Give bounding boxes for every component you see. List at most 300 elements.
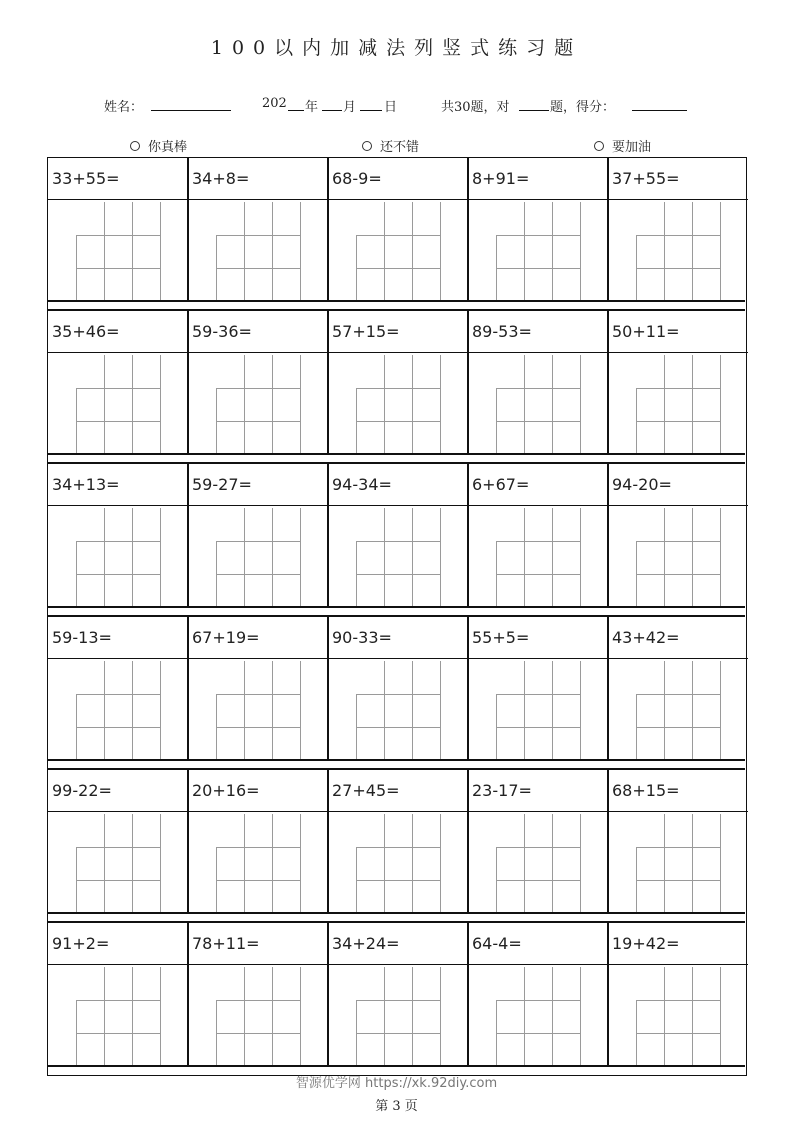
grid-line [272, 202, 273, 301]
day-blank[interactable] [360, 96, 382, 111]
column-divider [607, 311, 609, 453]
answer-box[interactable] [356, 355, 440, 454]
grid-line [524, 814, 525, 913]
problem-text: 33+55= [48, 158, 188, 200]
grid-line [76, 388, 160, 389]
column-divider [327, 770, 329, 912]
problem-cell [48, 770, 188, 912]
answer-box[interactable] [496, 508, 580, 607]
grid-line [216, 574, 300, 575]
problem-cell [188, 158, 328, 300]
grid-line [552, 814, 553, 913]
grid-line [76, 694, 160, 695]
grid-line [356, 541, 440, 542]
problem-cell [468, 311, 608, 453]
answer-box[interactable] [496, 355, 580, 454]
grid-line [412, 661, 413, 760]
grid-line [636, 421, 720, 422]
grid-line [216, 1033, 300, 1034]
problem-cell [468, 464, 608, 606]
grid-line [216, 235, 300, 236]
grid-line [216, 694, 300, 695]
problem-cell [188, 770, 328, 912]
row-divider [48, 912, 745, 914]
month-label: 月 [343, 100, 357, 115]
row-divider [48, 300, 745, 302]
radio-circle-icon [362, 141, 372, 151]
grid-line [272, 661, 273, 760]
grid-line [104, 355, 105, 454]
column-divider [187, 617, 189, 759]
grid-line [356, 694, 440, 695]
grid-line [104, 508, 105, 607]
problem-text: 94-34= [328, 464, 468, 506]
grid-line [356, 268, 440, 269]
grid-line [76, 1000, 160, 1001]
grid-line [132, 967, 133, 1066]
grid-line [496, 421, 580, 422]
grid-line [300, 814, 301, 913]
column-divider [187, 464, 189, 606]
radio-circle-icon [130, 141, 140, 151]
problem-text: 57+15= [328, 311, 468, 353]
score-blank[interactable] [632, 96, 687, 111]
grid-line [356, 847, 440, 848]
grid-line [664, 355, 665, 454]
grid-line [300, 355, 301, 454]
grid-line [384, 355, 385, 454]
grid-line [440, 967, 441, 1066]
grid-line [384, 661, 385, 760]
grid-line [440, 202, 441, 301]
grid-line [524, 967, 525, 1066]
grid-line [160, 661, 161, 760]
grid-line [580, 967, 581, 1066]
name-blank[interactable] [151, 96, 231, 111]
grid-line [636, 574, 720, 575]
grid-line [636, 1033, 720, 1034]
answer-box[interactable] [76, 967, 160, 1066]
answer-box[interactable] [356, 814, 440, 913]
grid-line [412, 814, 413, 913]
worksheet-title: 100以内加减法列竖式练习题 [210, 37, 583, 59]
grid-line [132, 661, 133, 760]
problem-cell [608, 923, 748, 1065]
grid-line [216, 847, 300, 848]
problem-cell [328, 923, 468, 1065]
grid-line [496, 388, 580, 389]
grid-line [720, 202, 721, 301]
answer-box[interactable] [356, 967, 440, 1066]
year-blank[interactable] [288, 96, 304, 111]
grid-line [216, 1000, 300, 1001]
problem-cell [468, 923, 608, 1065]
problem-cell [328, 617, 468, 759]
row-divider [48, 606, 745, 608]
grid-line [552, 355, 553, 454]
grid-line [244, 202, 245, 301]
problem-text: 99-22= [48, 770, 188, 812]
rating-label: 还不错 [380, 140, 420, 155]
grid-line [692, 202, 693, 301]
grid-line [76, 880, 160, 881]
problem-text: 34+8= [188, 158, 328, 200]
problem-cell [188, 923, 328, 1065]
problem-cell [48, 464, 188, 606]
grid-line [692, 508, 693, 607]
grid-line [440, 508, 441, 607]
problem-text: 78+11= [188, 923, 328, 965]
row-divider [48, 759, 745, 761]
problem-text: 91+2= [48, 923, 188, 965]
grid-line [76, 268, 160, 269]
radio-circle-icon [594, 141, 604, 151]
grid-line [132, 814, 133, 913]
grid-line [216, 727, 300, 728]
day-label: 日 [384, 100, 398, 115]
problem-text: 27+45= [328, 770, 468, 812]
grid-line [216, 268, 300, 269]
grid-line [636, 235, 720, 236]
grid-line [272, 814, 273, 913]
grid-line [440, 355, 441, 454]
problem-text: 34+24= [328, 923, 468, 965]
problem-cell [468, 617, 608, 759]
problem-text: 90-33= [328, 617, 468, 659]
column-divider [327, 464, 329, 606]
grid-line [412, 508, 413, 607]
answer-box[interactable] [216, 202, 300, 301]
grid-line [76, 235, 160, 236]
grid-line [384, 508, 385, 607]
grid-line [76, 421, 160, 422]
problem-cell [608, 158, 748, 300]
column-divider [327, 311, 329, 453]
grid-line [356, 1000, 440, 1001]
grid-line [76, 541, 160, 542]
answer-box[interactable] [636, 967, 720, 1066]
grid-line [692, 661, 693, 760]
grid-line [524, 202, 525, 301]
problem-text: 89-53= [468, 311, 608, 353]
problem-row [48, 464, 745, 606]
problem-text: 8+91= [468, 158, 608, 200]
grid-line [104, 661, 105, 760]
rating-label: 你真棒 [148, 140, 188, 155]
grid-line [384, 202, 385, 301]
grid-line [104, 202, 105, 301]
grid-line [244, 967, 245, 1066]
answer-box[interactable] [496, 967, 580, 1066]
rating-option-2[interactable] [362, 136, 419, 155]
year-label: 年 [305, 100, 319, 115]
grid-line [580, 355, 581, 454]
score-label: 题，得分： [550, 100, 616, 115]
problem-cell [48, 158, 188, 300]
grid-line [104, 814, 105, 913]
grid-line [300, 202, 301, 301]
grid-line [496, 1000, 580, 1001]
grid-line [412, 355, 413, 454]
problem-cell [328, 158, 468, 300]
grid-line [496, 880, 580, 881]
problem-cell [608, 770, 748, 912]
problem-cell [468, 770, 608, 912]
problem-text: 64-4= [468, 923, 608, 965]
rating-label: 要加油 [612, 140, 652, 155]
problem-row [48, 158, 745, 300]
row-divider [48, 453, 745, 455]
answer-box[interactable] [216, 661, 300, 760]
grid-line [132, 355, 133, 454]
answer-box[interactable] [76, 202, 160, 301]
grid-line [720, 661, 721, 760]
footer-site: 智源优学网 https://xk.92diy.com [295, 1076, 498, 1091]
answer-box[interactable] [216, 967, 300, 1066]
problem-cell [608, 311, 748, 453]
problem-text: 67+19= [188, 617, 328, 659]
grid-line [412, 202, 413, 301]
grid-line [720, 967, 721, 1066]
grid-line [300, 508, 301, 607]
problem-text: 19+42= [608, 923, 748, 965]
grid-line [76, 847, 160, 848]
grid-line [524, 508, 525, 607]
grid-line [76, 1033, 160, 1034]
grid-line [636, 727, 720, 728]
answer-box[interactable] [216, 814, 300, 913]
grid-line [496, 727, 580, 728]
grid-line [384, 967, 385, 1066]
name-label: 姓名： [104, 100, 144, 115]
grid-line [496, 574, 580, 575]
problem-text: 35+46= [48, 311, 188, 353]
column-divider [607, 158, 609, 300]
column-divider [607, 464, 609, 606]
problem-cell [328, 770, 468, 912]
answer-box[interactable] [356, 202, 440, 301]
grid-line [412, 967, 413, 1066]
column-divider [607, 923, 609, 1065]
column-divider [607, 617, 609, 759]
problem-row [48, 617, 745, 759]
problem-text: 37+55= [608, 158, 748, 200]
problem-sheet [47, 157, 747, 1076]
grid-line [636, 880, 720, 881]
grid-line [356, 574, 440, 575]
grid-line [300, 661, 301, 760]
problem-text: 59-36= [188, 311, 328, 353]
column-divider [467, 158, 469, 300]
column-divider [467, 770, 469, 912]
problem-text: 50+11= [608, 311, 748, 353]
column-divider [467, 617, 469, 759]
problem-text: 55+5= [468, 617, 608, 659]
grid-line [356, 727, 440, 728]
grid-line [76, 727, 160, 728]
answer-box[interactable] [216, 508, 300, 607]
column-divider [467, 464, 469, 606]
grid-line [300, 967, 301, 1066]
correct-blank[interactable] [519, 96, 549, 111]
year-prefix: 202 [262, 96, 287, 111]
grid-line [580, 508, 581, 607]
grid-line [636, 1000, 720, 1001]
problem-cell [188, 311, 328, 453]
grid-line [216, 541, 300, 542]
rating-option-3[interactable] [594, 136, 651, 155]
problem-text: 59-13= [48, 617, 188, 659]
problem-cell [468, 158, 608, 300]
problem-row [48, 770, 745, 912]
problem-cell [188, 617, 328, 759]
grid-line [356, 1033, 440, 1034]
answer-box[interactable] [636, 202, 720, 301]
total-label: 共30题，对 [441, 100, 510, 115]
grid-line [496, 268, 580, 269]
grid-line [104, 967, 105, 1066]
problem-row [48, 923, 745, 1065]
grid-line [76, 574, 160, 575]
grid-line [496, 847, 580, 848]
grid-line [552, 202, 553, 301]
answer-box[interactable] [76, 814, 160, 913]
grid-line [636, 388, 720, 389]
column-divider [607, 770, 609, 912]
grid-line [580, 814, 581, 913]
grid-line [720, 508, 721, 607]
column-divider [187, 158, 189, 300]
grid-line [356, 421, 440, 422]
answer-box[interactable] [496, 661, 580, 760]
grid-line [132, 202, 133, 301]
grid-line [160, 967, 161, 1066]
column-divider [327, 158, 329, 300]
grid-line [664, 814, 665, 913]
grid-line [244, 508, 245, 607]
column-divider [467, 923, 469, 1065]
answer-box[interactable] [496, 202, 580, 301]
grid-line [720, 355, 721, 454]
grid-line [216, 388, 300, 389]
problem-text: 34+13= [48, 464, 188, 506]
column-divider [467, 311, 469, 453]
answer-box[interactable] [216, 355, 300, 454]
column-divider [327, 923, 329, 1065]
grid-line [496, 1033, 580, 1034]
grid-line [496, 235, 580, 236]
column-divider [187, 923, 189, 1065]
grid-line [244, 355, 245, 454]
column-divider [187, 311, 189, 453]
grid-line [692, 814, 693, 913]
grid-line [244, 661, 245, 760]
answer-box[interactable] [636, 508, 720, 607]
grid-line [356, 880, 440, 881]
answer-box[interactable] [496, 814, 580, 913]
grid-line [692, 355, 693, 454]
answer-box[interactable] [356, 661, 440, 760]
grid-line [160, 355, 161, 454]
problem-cell [48, 311, 188, 453]
answer-box[interactable] [76, 355, 160, 454]
problem-text: 68+15= [608, 770, 748, 812]
grid-line [244, 814, 245, 913]
answer-box[interactable] [636, 814, 720, 913]
grid-line [664, 967, 665, 1066]
column-divider [187, 770, 189, 912]
grid-line [496, 694, 580, 695]
grid-line [524, 661, 525, 760]
answer-box[interactable] [356, 508, 440, 607]
grid-line [132, 508, 133, 607]
problem-cell [608, 617, 748, 759]
problem-text: 43+42= [608, 617, 748, 659]
grid-line [664, 202, 665, 301]
rating-option-1[interactable] [130, 136, 187, 155]
problem-text: 94-20= [608, 464, 748, 506]
problem-text: 20+16= [188, 770, 328, 812]
grid-line [160, 814, 161, 913]
problem-text: 23-17= [468, 770, 608, 812]
grid-line [216, 421, 300, 422]
grid-line [636, 541, 720, 542]
problem-cell [328, 464, 468, 606]
problem-cell [328, 311, 468, 453]
problem-cell [188, 464, 328, 606]
row-divider [48, 1065, 745, 1067]
grid-line [160, 508, 161, 607]
grid-line [272, 967, 273, 1066]
problem-text: 59-27= [188, 464, 328, 506]
grid-line [384, 814, 385, 913]
grid-line [636, 847, 720, 848]
grid-line [636, 694, 720, 695]
problem-cell [608, 464, 748, 606]
problem-cell [48, 617, 188, 759]
grid-line [524, 355, 525, 454]
grid-line [160, 202, 161, 301]
answer-box[interactable] [76, 661, 160, 760]
month-blank[interactable] [322, 96, 342, 111]
grid-line [664, 661, 665, 760]
grid-line [440, 661, 441, 760]
grid-line [580, 661, 581, 760]
grid-line [552, 508, 553, 607]
grid-line [580, 202, 581, 301]
grid-line [636, 268, 720, 269]
grid-line [440, 814, 441, 913]
answer-box[interactable] [636, 355, 720, 454]
grid-line [692, 967, 693, 1066]
problem-row [48, 311, 745, 453]
grid-line [664, 508, 665, 607]
grid-line [216, 880, 300, 881]
page-number: 第 3 页 [375, 1099, 418, 1114]
answer-box[interactable] [76, 508, 160, 607]
grid-line [356, 388, 440, 389]
grid-line [272, 355, 273, 454]
column-divider [327, 617, 329, 759]
problem-cell [48, 923, 188, 1065]
grid-line [496, 541, 580, 542]
problem-text: 6+67= [468, 464, 608, 506]
grid-line [720, 814, 721, 913]
grid-line [552, 967, 553, 1066]
grid-line [552, 661, 553, 760]
answer-box[interactable] [636, 661, 720, 760]
problem-text: 68-9= [328, 158, 468, 200]
